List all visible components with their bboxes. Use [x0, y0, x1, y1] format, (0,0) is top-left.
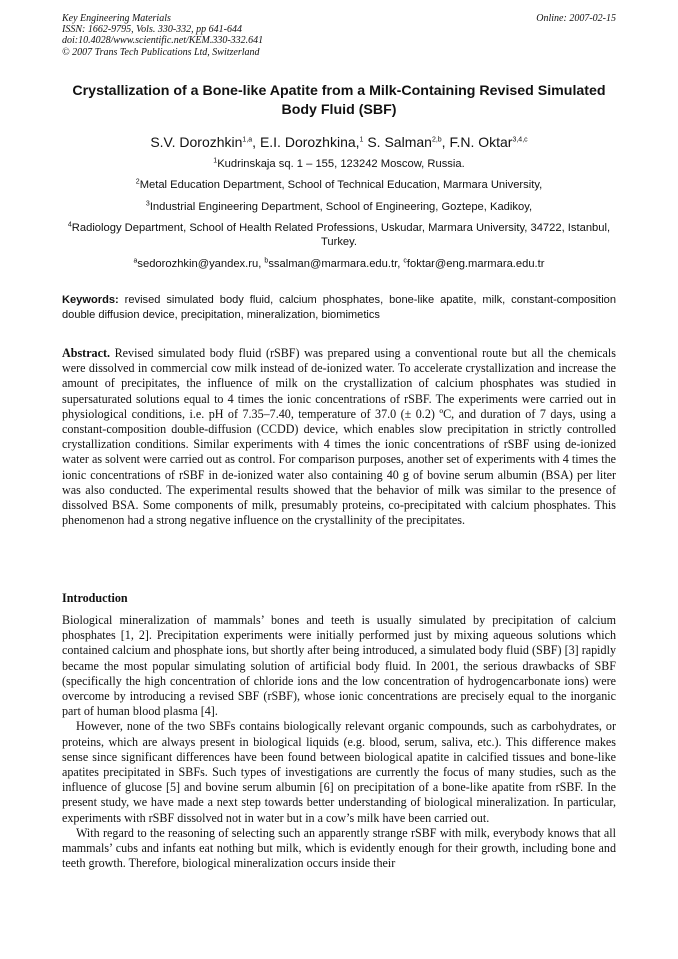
- paragraph: Biological mineralization of mammals’ bones and teeth is usually simulated by precipitation of calcium phosphates [1, 2]. Precipitation experiments were initially performed just by mixing aqueous solutions which contained calcium and phosphate ions, but shortly after being introduced, a simulated body fluid (SBF) [3] rapidly became the most popular simulating solution of artificial body fluid. In 2001, the serious drawbacks of SBF (specifically the high concentration of chloride ions and the low concentration of hydrogencarbonate ions) were overcome by introducing a revised SBF (rSBF), whose ionic concentrations are precisely equal to the inorganic part of human blood plasma [4].: [62, 613, 616, 719]
- author: S. Salman$^{2,b}$,: [367, 134, 450, 150]
- email[interactable]: $^a$sedorozhkin@yandex.ru,: [133, 256, 262, 270]
- affiliation: $^4$Radiology Department, School of Health Related Professions, Uskudar, Marmara University, 34722, Istanbul, Turkey.: [67, 221, 611, 249]
- keywords-label: Keywords:: [62, 294, 119, 306]
- affiliation: $^3$Industrial Engineering Department, School of Engineering, Goztepe, Kadikoy,: [145, 199, 533, 213]
- abstract: [62, 346, 616, 528]
- paper-title: Crystallization of a Bone-like Apatite from a Milk-Containing Revised Simulated Body Fluid (SBF): [72, 83, 606, 118]
- paragraph: However, none of the two SBFs contains biologically relevant organic compounds, such as carbohydrates, or proteins, which are always present in biological liquids (e.g. blood, serum, saliva, etc.). This difference makes sense since significant differences have been found between biological apatite in calcified tissues and bone-like apatites precipitated in SBFs. Such types of investigations are currently the focus of many studies, such as the influence of glucose [5] and bovine serum albumin [6] on precipitation of a bone-like apatite from rSBF. In the present study, we have made a next step towards better understanding of biological mineralization. In particular, experiments with rSBF dissolved not in water but in a cow’s milk have been carried out.: [62, 719, 616, 825]
- copyright-line: © 2007 Trans Tech Publications Ltd, Switzerland: [62, 46, 260, 58]
- keywords-text: revised simulated body fluid, calcium phosphates, bone-like apatite, milk, constant-composition double diffusion device, precipitation, mineralization, biomimetics: [62, 294, 616, 321]
- email-line: [62, 257, 616, 272]
- abstract-text: Revised simulated body fluid (rSBF) was prepared using a conventional route but all the chemicals were dissolved in commercial cow milk instead of de-ionized water. To accelerate crystallization and increase the amount of precipitates, the influence of milk on the crystallization of calcium phosphates was studied in supersaturated solutions equal to 4 times the ionic concentrations of rSBF. The experiments were carried out in physiological conditions, i.e. pH of 7.35–7.40, temperature of 37.0 (± 0.2) ºC, and duration of 7 days, using a constant-composition double-diffusion (CCDD) device, which enables slow precipitation in strictly controlled crystallization conditions. Similar experiments with 4 times the ionic concentrations of rSBF using de-ionized water as solvent were carried out as control. For comparison purposes, another set of experiments with 4 times the ionic concentrations of rSBF in de-ionized water also containing 40 g of bovine serum albumin (BSA) per liter was also conducted. The experimental results showed that the behavior of milk was similar to the presence of dissolved BSA. Some components of milk, presumably proteins, co-precipitated with calcium phosphates. This phenomenon had a strong negative influence on the crystallinity of the precipitates.: [62, 346, 616, 528]
- section-heading-introduction: Introduction: [62, 591, 128, 605]
- online-date: Online: 2007-02-15: [536, 13, 616, 24]
- issn-line: ISSN: 1662-9795, Vols. 330-332, pp 641-644: [62, 24, 242, 36]
- email[interactable]: $^c$foktar@eng.marmara.edu.tr: [403, 256, 545, 270]
- paragraph: With regard to the reasoning of selecting such an apparently strange rSBF with milk, everybody knows that all mammals’ cubs and infants eat nothing but milk, which is evidently enough for their growth, including bone and teeth growth. Therefore, biological mineralization occurs inside their: [62, 825, 616, 871]
- author: E.I. Dorozhkina,$^1$: [259, 134, 364, 150]
- journal-header: [62, 13, 616, 58]
- affiliation: $^1$Kudrinskaja sq. 1 – 155, 123242 Moscow, Russia.: [213, 157, 465, 170]
- author: S.V. Dorozhkin$^{1,a}$,: [150, 134, 260, 150]
- keywords: [62, 293, 616, 323]
- introduction-body: [62, 613, 616, 871]
- abstract-label: Abstract.: [62, 346, 111, 360]
- author: F.N. Oktar$^{3,4,c}$: [449, 134, 528, 150]
- affiliation-list: [62, 157, 616, 278]
- affiliation: $^2$Metal Education Department, School of Technical Education, Marmara University,: [135, 178, 543, 192]
- doi-line: doi:10.4028/www.scientific.net/KEM.330-332.641: [62, 35, 264, 47]
- journal-name: Key Engineering Materials: [62, 13, 171, 24]
- email[interactable]: $^b$ssalman@marmara.edu.tr,: [264, 256, 401, 270]
- author-list: [62, 133, 616, 151]
